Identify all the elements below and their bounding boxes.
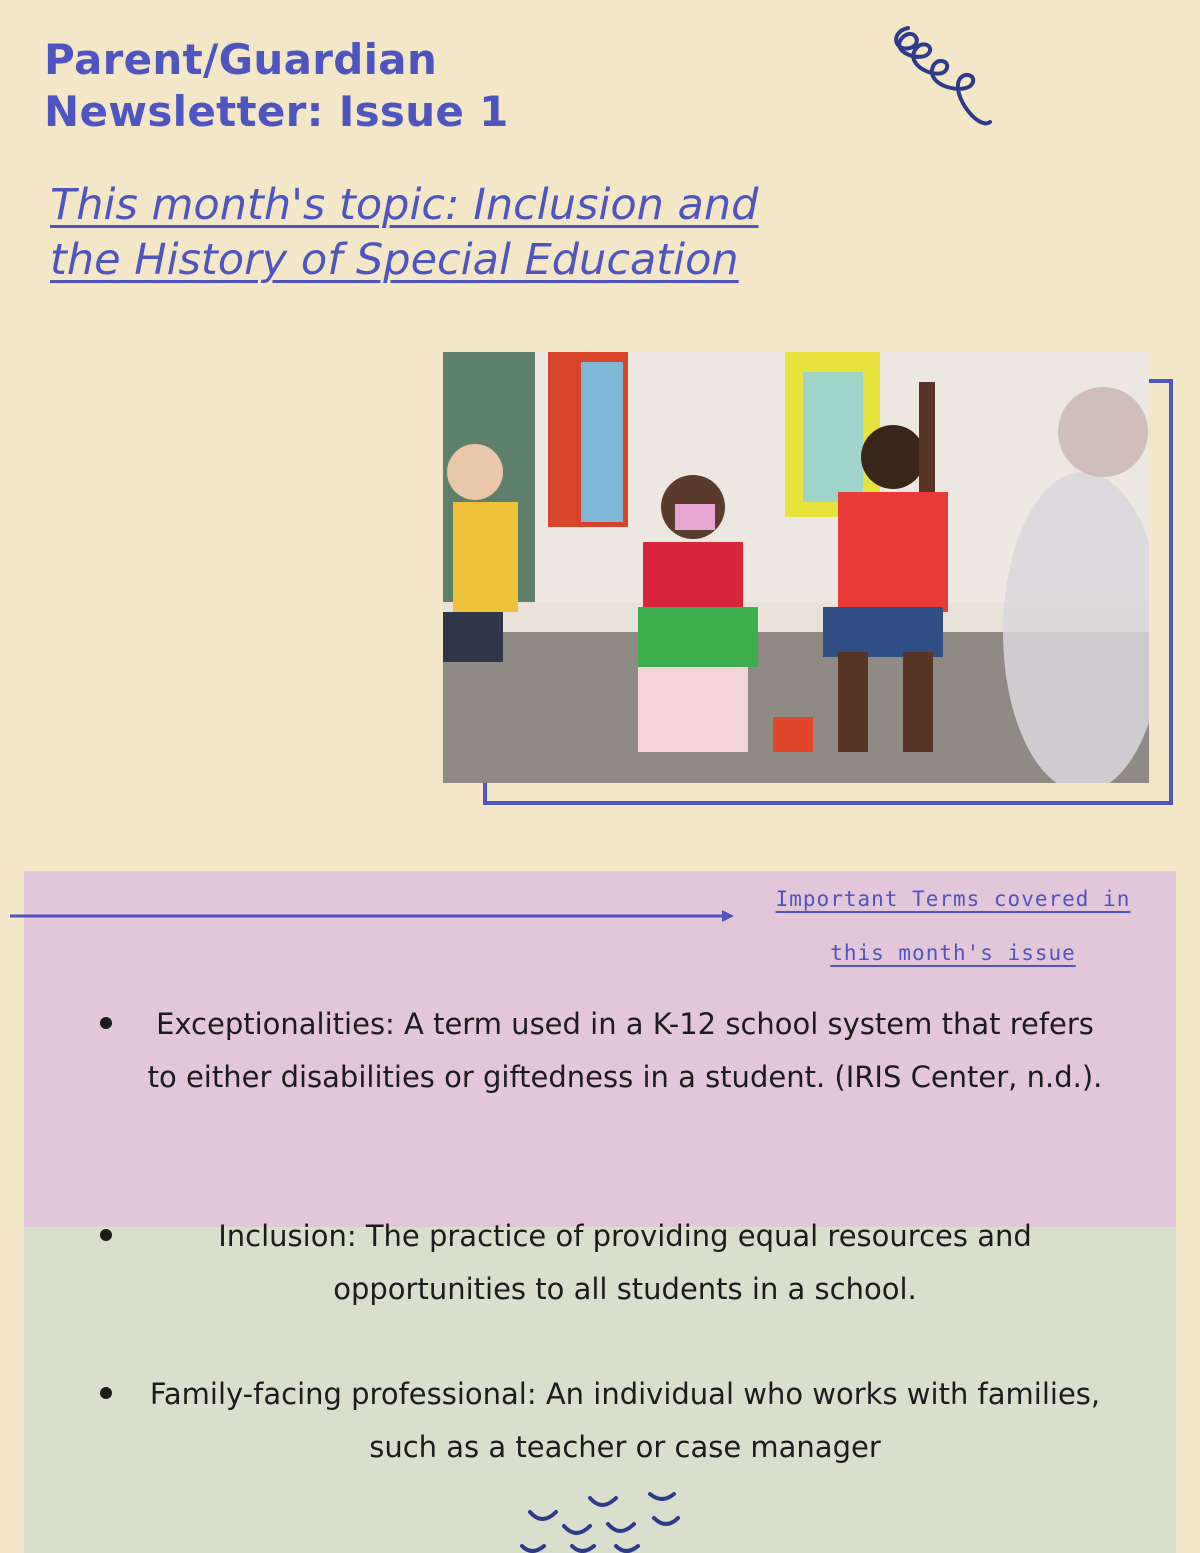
terms-heading (730, 872, 1176, 980)
term-text: Exceptionalities: A term used in a K-12 school system that refers to either disabilities or giftedness in a student. (IRIS Center, n.d.). (147, 1007, 1103, 1094)
monthly-topic (50, 178, 758, 288)
arrow-right-icon (8, 906, 738, 926)
term-text: Family-facing professional: An individual who works with families, such as a teacher or case manager (149, 1377, 1101, 1464)
terms-heading-line-1: Important Terms covered in (775, 887, 1131, 911)
bullet-icon (100, 1017, 112, 1029)
classroom-photo (443, 352, 1149, 783)
wave-doodle-icon (512, 1488, 692, 1553)
bullet-icon (100, 1387, 112, 1399)
topic-line-1: This month's topic: Inclusion and (50, 180, 759, 230)
title-line-2: Newsletter: Issue 1 (44, 87, 509, 136)
terms-heading-line-2: this month's issue (830, 941, 1076, 965)
term-text: Inclusion: The practice of providing equal resources and opportunities to all students in a school. (218, 1219, 1032, 1306)
term-item-family-facing-professional (100, 1368, 1140, 1474)
topic-line-2: the History of Special Education (50, 235, 739, 285)
term-item-inclusion (100, 1210, 1140, 1316)
bullet-icon (100, 1229, 112, 1241)
term-item-exceptionalities (100, 998, 1140, 1104)
title-line-1: Parent/Guardian (44, 35, 438, 84)
newsletter-title (44, 34, 509, 138)
swirl-doodle-icon (880, 18, 1000, 138)
